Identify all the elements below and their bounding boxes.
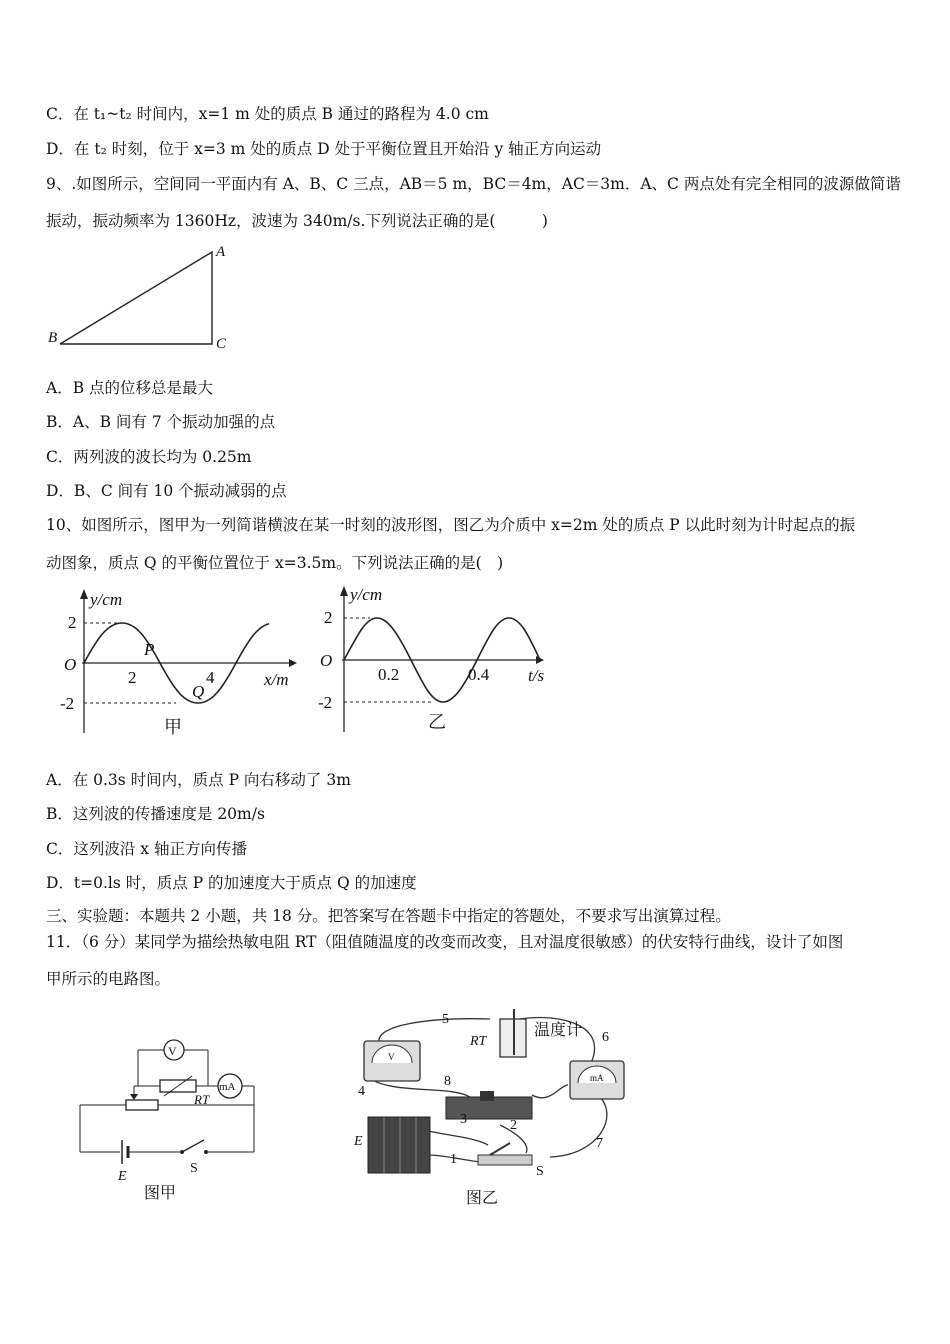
wave-graph-jia	[54, 585, 304, 740]
q9-option-b: B．A、B 间有 7 个振动加强的点	[46, 413, 276, 431]
y-neg-tick: -2	[318, 693, 333, 712]
x-tick-2: 2	[128, 668, 137, 687]
circuit-diagram-jia	[76, 1030, 276, 1210]
battery-label: E	[118, 1169, 127, 1184]
q10-stem-line1: 10、如图所示，图甲为一列简谐横波在某一时刻的波形图，图乙为介质中 x=2m 处的质点 P 以此时刻为计时起点的振	[46, 516, 856, 534]
triangle-figure	[44, 240, 244, 360]
voltmeter-mark: V	[388, 1052, 395, 1062]
q10-stem-line2: 动图象，质点 Q 的平衡位置位于 x=3.5m。下列说法正确的是( )	[46, 554, 504, 572]
q9-option-c: C．两列波的波长均为 0.25m	[46, 448, 252, 466]
x-tick-4: 4	[206, 668, 215, 687]
y-pos-tick: 2	[324, 608, 333, 627]
section-3-heading: 三、实验题：本题共 2 小题，共 18 分。把答案写在答题卡中指定的答题处，不要求写出演算过程。	[46, 907, 731, 925]
thermometer-label: 温度计	[534, 1022, 583, 1039]
point-a-label: A	[216, 244, 226, 260]
q10-option-b: B．这列波的传播速度是 20m/s	[46, 805, 265, 823]
circuit-photo-yi	[350, 1005, 640, 1210]
t-tick-0.4: 0.4	[468, 665, 490, 684]
milliammeter-mark: mA	[590, 1073, 604, 1083]
thermistor-label: RT	[194, 1092, 210, 1107]
wire-7: 7	[596, 1136, 603, 1151]
y-axis-label: y/cm	[350, 585, 383, 604]
rt-label-yi: RT	[470, 1034, 487, 1049]
q8-option-c: C．在 t₁~t₂ 时间内，x=1 m 处的质点 B 通过的路程为 4.0 cm	[46, 105, 489, 123]
t-axis-label: t/s	[528, 666, 545, 685]
caption-yi: 乙	[428, 712, 446, 732]
caption-jia: 甲	[164, 717, 182, 737]
q9-stem-line2: 振动，振动频率为 1360Hz，波速为 340m/s.下列说法正确的是( )	[46, 212, 548, 230]
wire-1: 1	[450, 1152, 457, 1167]
rheostat	[126, 1100, 158, 1110]
switch	[182, 1140, 204, 1152]
vibration-graph-yi	[314, 582, 564, 737]
origin-label: O	[64, 655, 77, 674]
caption-tu-yi: 图乙	[466, 1190, 499, 1207]
wire-6: 6	[602, 1030, 609, 1045]
point-c-label: C	[216, 336, 227, 352]
point-b-label: B	[48, 330, 58, 346]
x-axis-arrow	[289, 659, 297, 667]
wire-3: 3	[460, 1112, 467, 1127]
q8-option-d: D．在 t₂ 时刻，位于 x=3 m 处的质点 D 处于平衡位置且开始沿 y 轴正方向运动	[46, 140, 602, 158]
q11-stem-line2: 甲所示的电路图。	[46, 970, 171, 988]
q10-option-c: C．这列波沿 x 轴正方向传播	[46, 840, 247, 858]
milliammeter-label: mA	[219, 1081, 236, 1093]
wire-5: 5	[442, 1012, 449, 1027]
wire-4: 4	[358, 1084, 365, 1099]
wire-8: 8	[444, 1074, 451, 1089]
t-tick-0.2: 0.2	[378, 665, 400, 684]
q10-option-a: A．在 0.3s 时间内，质点 P 向右移动了 3m	[46, 771, 351, 789]
y-axis-arrow	[340, 586, 348, 596]
point-q-label: Q	[192, 682, 205, 701]
wire-2: 2	[510, 1118, 517, 1133]
q9-stem-line1: 9、.如图所示，空间同一平面内有 A、B、C 三点，AB＝5 m，BC＝4m，AC＝3m．A、C 两点处有完全相同的波源做简谐	[46, 175, 901, 193]
origin-label: O	[320, 651, 333, 670]
triangle-outline	[60, 252, 212, 344]
x-axis-label: x/m	[264, 670, 289, 689]
q10-option-d: D．t=0.ls 时，质点 P 的加速度大于质点 Q 的加速度	[46, 874, 417, 892]
voltmeter-label: V	[168, 1044, 177, 1058]
q11-stem-line1: 11．（6 分）某同学为描绘热敏电阻 RT（阻值随温度的改变而改变，且对温度很敏感）的伏安特行曲线，设计了如图	[46, 933, 844, 951]
y-pos-tick: 2	[68, 613, 77, 632]
y-axis-label: y/cm	[90, 590, 123, 609]
caption-tu-jia: 图甲	[144, 1185, 177, 1202]
point-p-label: P	[144, 640, 155, 659]
y-axis-arrow	[80, 589, 88, 599]
battery-pack	[368, 1117, 430, 1173]
switch-label-yi: S	[536, 1164, 544, 1179]
switch-label: S	[190, 1161, 198, 1176]
y-neg-tick: -2	[60, 694, 75, 713]
q9-option-d: D．B、C 间有 10 个振动减弱的点	[46, 482, 287, 500]
switch-base	[478, 1155, 532, 1165]
battery-label-yi: E	[354, 1134, 363, 1149]
q9-option-a: A．B 点的位移总是最大	[46, 379, 214, 397]
